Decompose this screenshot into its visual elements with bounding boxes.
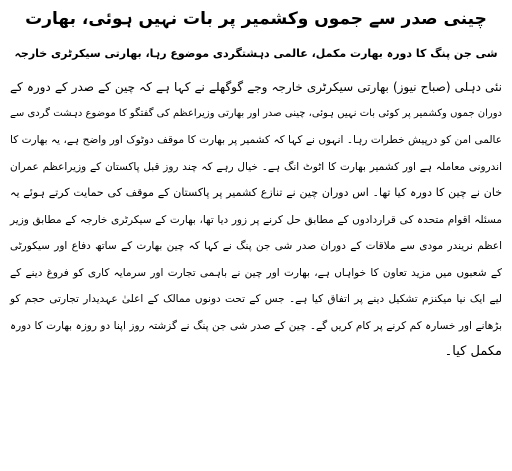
body-line: لیے ایک نیا میکنزم تشکیل دینے پر اتفاق کیا ہے۔ جس کے تحت دونوں ممالک کے اعلیٰ عہدیدار تجارتی حجم کو	[10, 293, 502, 305]
body-line: کے شعبوں میں مزید تعاون کا خواہاں ہے، بھارت اور چین نے باہمی تجارت اور سرمایہ کاری کو فروغ دینے کے	[10, 266, 502, 279]
body-line: عالمی امن کو درپیش خطرات رہا۔ انہوں نے کہا کہ کشمیر پر بھارت کا موقف دوٹوک اور واضح ہے، یہ بھارت کا	[10, 134, 502, 146]
article-body	[10, 74, 502, 366]
subheadline: شی جن پنگ کا دورہ بھارت مکمل، عالمی دہشتگردی موضوع رہا، بھارتی سیکرٹری خارجہ	[14, 47, 498, 60]
body-line: نئی دہلی (صباح نیوز) بھارتی سیکرٹری خارجہ وجے گوگھلے نے کہا ہے کہ چین کے صدر کے دورہ کے	[10, 80, 502, 94]
body-line: مکمل کیا۔	[444, 344, 502, 359]
body-line: اعظم نریندر مودی سے ملاقات کے دوران صدر شی جن پنگ نے کہا کہ چین بھارت کے ساتھ دفاع اور سیکورٹی	[10, 240, 502, 252]
body-line: بڑھانے اور خسارہ کم کرنے پر کام کریں گے۔ چین کے صدر شی جن پنگ نے گزشتہ روز اپنا دو روزہ بھارت کا دورہ	[10, 319, 502, 332]
body-line: دوران جموں وکشمیر پر کوئی بات نہیں ہوئی، چینی صدر اور بھارتی وزیراعظم کی گفتگو کا موضوع دہشت گردی سے	[10, 107, 502, 119]
body-line: خان نے چین کا دورہ کیا تھا۔ اس دوران چین نے تنازع کشمیر پر پاکستان کے موقف کی حمایت کرتے ہوئے یہ	[10, 186, 502, 199]
body-line: اندرونی معاملہ ہے اور کشمیر بھارت کا اٹوٹ انگ ہے۔ خیال رہے کہ چند روز قبل پاکستان کے وزیراعظم عمران	[10, 160, 502, 173]
headline: چینی صدر سے جموں وکشمیر پر بات نہیں ہوئی، بھارت	[25, 9, 487, 29]
body-line: مسئلہ اقوام متحدہ کی قراردادوں کے مطابق حل کرنے پر زور دیا تھا، بھارت کے سیکرٹری خارجہ کے مطابق وزیر	[10, 213, 502, 226]
